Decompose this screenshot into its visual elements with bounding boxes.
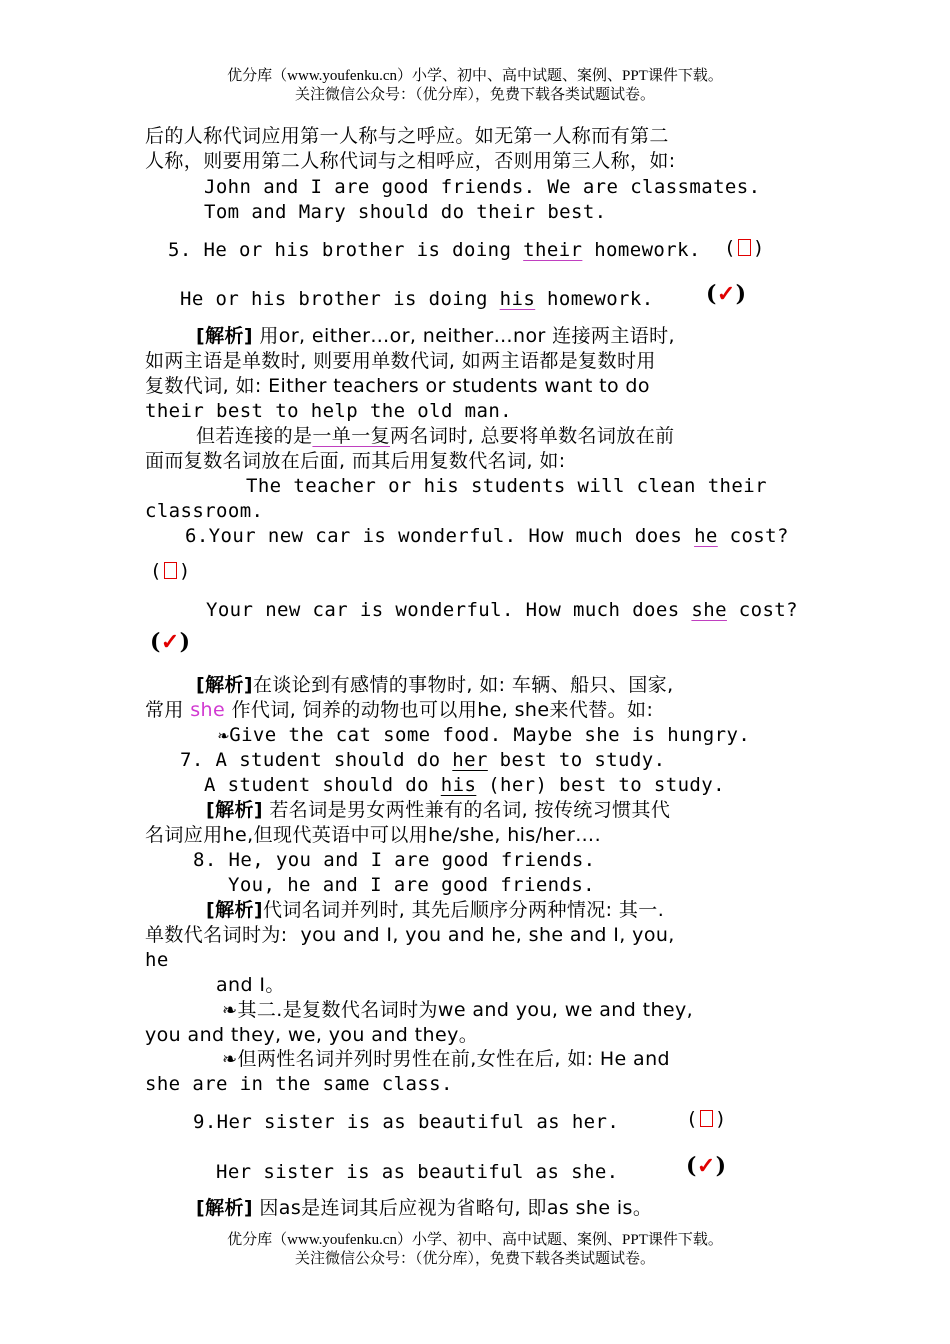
item8-analysis-8: she are in the same class.: [145, 1073, 453, 1095]
item5-wrong: 5. He or his brother is doing their homework.: [168, 239, 701, 261]
item7-wrong-word: her: [452, 749, 488, 771]
item5-analysis-5: 但若连接的是一单一复两名词时, 总要将单数名词放在前: [196, 425, 675, 447]
item5-analysis-3: 复数代词, 如: Either teachers or students want to do: [145, 375, 650, 397]
she-highlight: she: [190, 699, 226, 721]
item7-right: A student should do his (her) best to study.: [204, 774, 725, 796]
item7-right-word: his: [440, 774, 477, 796]
cross-icon: [700, 1110, 713, 1127]
item8-analysis-1: [解析]代词名词并列时, 其先后顺序分两种情况: 其一.: [206, 899, 665, 921]
header: [0, 67, 950, 105]
item6-right-word: she: [691, 599, 727, 621]
item8-analysis-7: ❧但两性名词并列时男性在前,女性在后, 如: He and: [222, 1048, 671, 1070]
item5-example-2: classroom.: [145, 500, 264, 522]
item8-analysis-2: 单数代名词时为: you and I, you and he, she and I, you,: [145, 924, 675, 946]
item8-right: You, he and I are good friends.: [228, 874, 596, 896]
header-line-1: 优分库（www.youfenku.cn）小学、初中、高中试题、案例、PPT课件下载。: [227, 68, 723, 84]
item8-analysis-4: and I。: [216, 974, 285, 996]
item6-analysis-2: 常用 she 作代词, 饲养的动物也可以用he, she来代替。如:: [145, 699, 654, 721]
header-line-2: 关注微信公众号：（优分库），免费下载各类试题试卷。: [294, 87, 655, 103]
item9-analysis-1: [解析] 因as是连词其后应视为省略句, 即as she is。: [196, 1197, 653, 1219]
wrong-mark: ( ): [686, 1108, 727, 1130]
intro-example-1: John and I are good friends. We are classmates.: [204, 176, 761, 198]
check-icon: ✓: [716, 281, 736, 307]
item6-wrong: 6.Your new car is wonderful. How much does he cost?: [185, 525, 789, 547]
check-icon: ✓: [160, 629, 180, 655]
bullet-icon: ❧: [218, 725, 230, 746]
check-icon: ✓: [696, 1153, 716, 1179]
cross-icon: [738, 239, 751, 256]
analysis-label: [解析]: [206, 899, 263, 921]
item5-analysis-1: [解析] 用or, either…or, neither…nor 连接两主语时,: [196, 325, 675, 347]
correct-mark: (✓): [706, 281, 747, 307]
intro-line-2: 人称，则要用第二人称代词与之相呼应，否则用第三人称，如:: [145, 150, 676, 172]
footer-line-2: 关注微信公众号：（优分库），免费下载各类试题试卷。: [294, 1251, 655, 1267]
intro-example-2: Tom and Mary should do their best.: [204, 201, 607, 223]
item9-right: Her sister is as beautiful as she.: [216, 1161, 619, 1183]
item9-wrong: 9.Her sister is as beautiful as her.: [193, 1111, 620, 1133]
item6-example: ❧Give the cat some food. Maybe she is hungry.: [218, 724, 751, 746]
bullet-icon: ❧: [222, 1000, 238, 1021]
item5-example-1: The teacher or his students will clean their: [246, 475, 767, 497]
item8-analysis-3: he: [145, 949, 169, 971]
item8-analysis-5: ❧其二.是复数代名词时为we and you, we and they,: [222, 999, 694, 1021]
item8-wrong: 8. He, you and I are good friends.: [193, 849, 596, 871]
analysis-label: [解析]: [196, 674, 253, 696]
one-single-one-plural: 一单一复: [312, 425, 391, 447]
intro-line-1: 后的人称代词应用第一人称与之呼应。如无第一人称而有第二: [145, 125, 669, 147]
wrong-mark: ( ): [724, 237, 765, 259]
analysis-label: [解析]: [196, 325, 253, 347]
item5-analysis-4: their best to help the old man.: [145, 400, 513, 422]
item8-analysis-6: you and they, we, you and they。: [145, 1024, 479, 1046]
item6-analysis-1: [解析]在谈论到有感情的事物时, 如: 车辆、船只、国家,: [196, 674, 674, 696]
analysis-label: [解析]: [196, 1197, 253, 1219]
cross-icon: [164, 562, 177, 579]
item6-wrong-word: he: [694, 525, 718, 547]
item5-right: He or his brother is doing his homework.: [180, 288, 654, 310]
item7-analysis-2: 名词应用he,但现代英语中可以用he/she, his/her….: [145, 824, 602, 846]
wrong-mark: ( ): [150, 560, 191, 582]
item6-right: Your new car is wonderful. How much does she cost?: [206, 599, 798, 621]
item5-wrong-word: their: [523, 239, 583, 261]
item7-wrong: 7. A student should do her best to study.: [180, 749, 666, 771]
correct-mark: (✓): [686, 1153, 727, 1179]
footer: [0, 1231, 950, 1269]
item5-analysis-2: 如两主语是单数时, 则要用单数代词, 如两主语都是复数时用: [145, 350, 656, 372]
item7-analysis-1: [解析] 若名词是男女两性兼有的名词, 按传统习惯其代: [206, 799, 671, 821]
correct-mark: (✓): [150, 629, 191, 655]
analysis-label: [解析]: [206, 799, 263, 821]
item5-analysis-6: 面而复数名词放在后面, 而其后用复数代名词, 如:: [145, 450, 566, 472]
footer-line-1: 优分库（www.youfenku.cn）小学、初中、高中试题、案例、PPT课件下载。: [227, 1232, 723, 1248]
item5-right-word: his: [499, 288, 536, 310]
bullet-icon: ❧: [222, 1049, 238, 1070]
